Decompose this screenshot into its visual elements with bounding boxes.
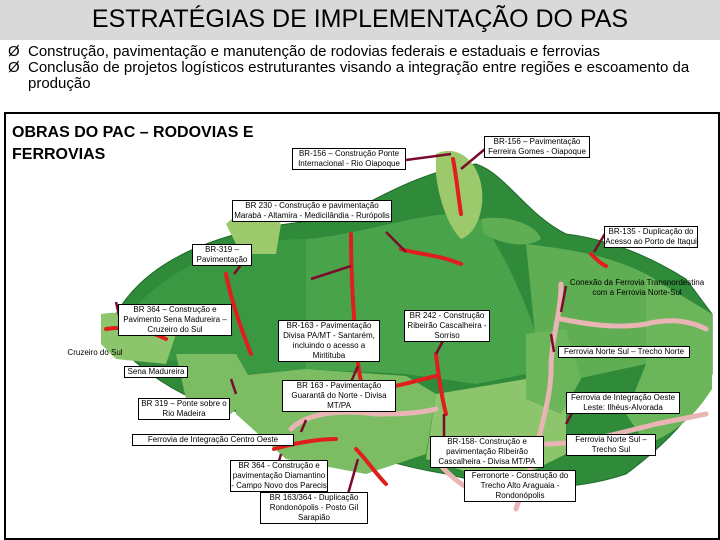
label-ferronorte: Ferronorte - Construção do Trecho Alto Araguaia - Rondonópolis [464,470,576,502]
bullet-list [8,44,713,92]
bullet-marker-icon: Ø [8,59,20,76]
label-br135: BR-135 - Duplicação do Acesso ao Porto de Itaqui [605,227,697,246]
label-br158: BR-158- Construção e pavimentação Ribeirão Cascalheira - Divisa MT/PA [430,436,544,468]
label-sena: Sena Madureira [124,366,188,378]
label-br163-pav: BR-163 - Pavimentação Divisa PA/MT - Santarém, incluindo o acesso a Miritituba [278,320,380,362]
label-br230: BR 230 - Construção e pavimentação Marabá - Altamira - Medicilândia - Rurópolis [232,200,392,222]
label-fns-north: Ferrovia Norte Sul – Trecho Norte [558,346,690,358]
label-br163-dup: BR 163/364 - Duplicação Rondonópolis - Posto Gil Sarapião [260,492,368,524]
bullet-text: Construção, pavimentação e manutenção de rodovias federais e estaduais e ferrovias [28,43,600,60]
label-fns-south: Ferrovia Norte Sul – Trecho Sul [566,434,656,456]
label-br242: BR 242 - Construção Ribeirão Cascalheira - Sorriso [404,310,490,342]
title-bar [0,0,720,40]
label-br364-pav: BR 364 – Construção e Pavimento Sena Madureira – Cruzeiro do Sul [118,304,232,336]
label-br163-guaranta: BR 163 - Pavimentação Guarantã do Norte - Divisa MT/PA [282,380,396,412]
label-fiol: Ferrovia de Integração Oeste Leste: Ilhéus-Alvorada [566,392,680,414]
bullet-marker-icon: Ø [8,43,20,60]
page-title: ESTRATÉGIAS DE IMPLEMENTAÇÃO DO PAS [91,5,629,33]
label-br319-ponte: BR 319 – Ponte sobre o Rio Madeira [138,398,230,420]
panel-heading: OBRAS DO PAC – RODOVIAS E FERROVIAS [12,124,254,163]
map-panel [4,112,720,540]
label-br319-pav: BR-319 – Pavimentação [192,244,252,266]
label-br156-ponte: BR-156 – Construção Ponte Internacional - Rio Oiapoque [292,148,406,170]
label-br364-diamantino: BR 364 - Construção e pavimentação Diamantino - Campo Novo dos Parecis [231,461,327,490]
bullet-item [8,60,713,92]
label-transnordestina: Conexão da Ferrovia Transnordestina com a Ferrovia Norte-Sul [569,278,705,297]
label-fico: Ferrovia de Integração Centro Oeste [132,434,294,446]
bullet-text: Conclusão de projetos logísticos estruturantes visando a integração entre regiões e escoamento da produção [28,59,690,92]
label-br156-pav: BR-156 – Pavimentação Ferreira Gomes - Oiapoque [484,136,590,158]
label-cruzeiro: Cruzeiro do Sul [67,348,123,357]
bullet-item [8,44,713,60]
